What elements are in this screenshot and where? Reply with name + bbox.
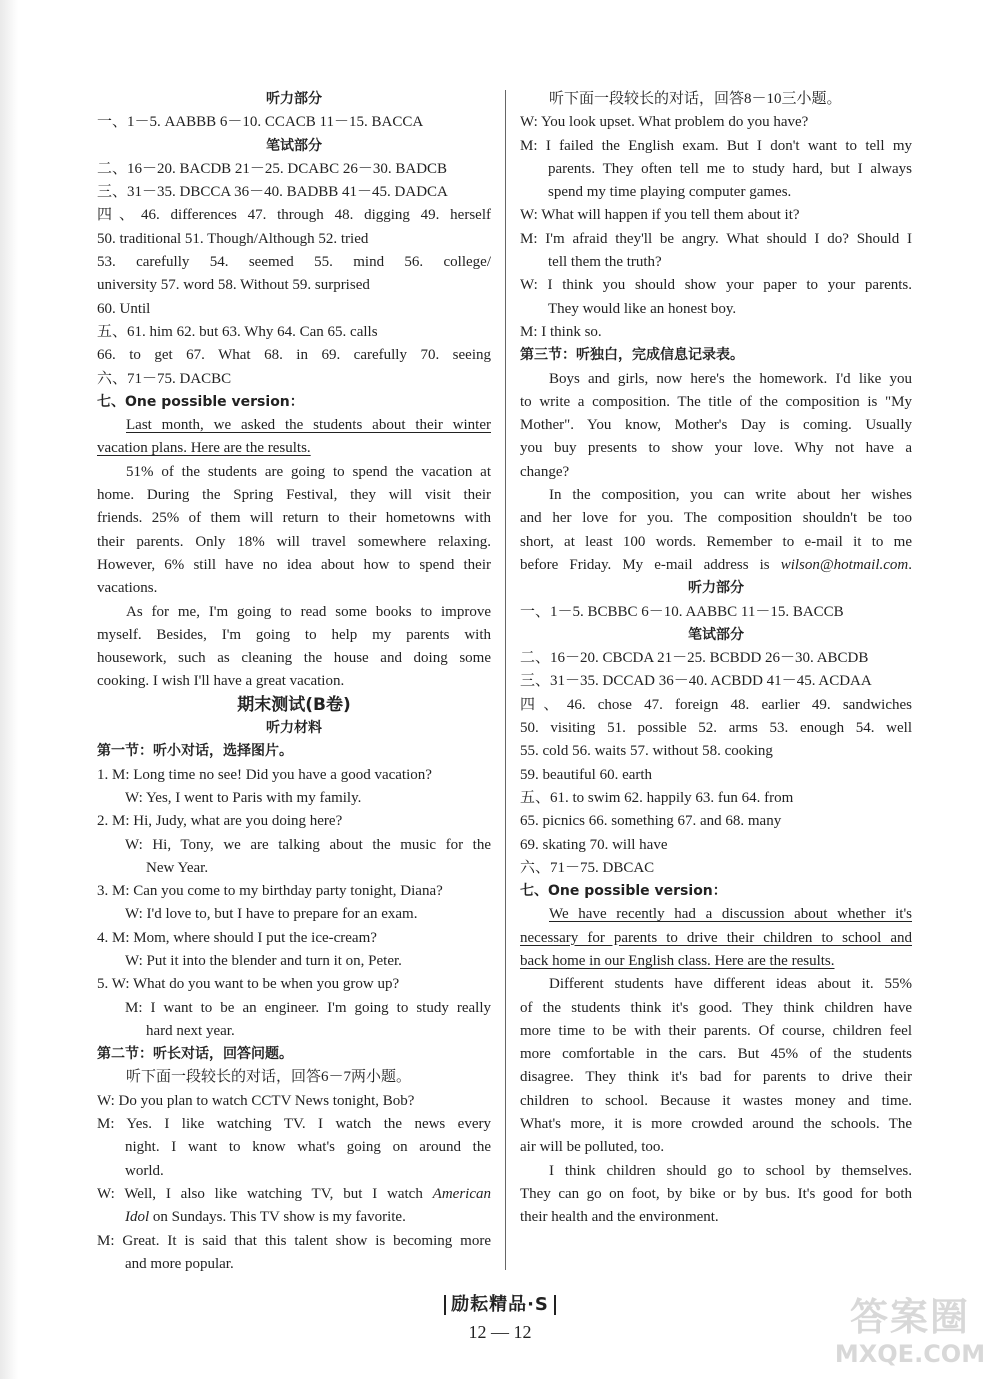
left-column — [97, 88, 491, 1276]
text-line: 66. to get 67. What 68. in 69. carefully 70. seeing — [97, 347, 491, 364]
text-line: 听下面一段较长的对话，回答8－10三小题。 — [549, 91, 842, 107]
text-line: We have recently had a discussion about whether it's — [549, 906, 912, 923]
text-line: W: You look upset. What problem do you have? — [520, 114, 809, 131]
text-line: spend my time playing computer games. — [548, 184, 792, 201]
text-line: 65. picnics 66. something 67. and 68. many — [520, 813, 782, 830]
text-line: As for me, I'm going to read some books to improve — [126, 603, 491, 620]
text-line: and more popular. — [125, 1255, 234, 1272]
brand-text: 励耘精品·S — [451, 1294, 549, 1315]
text-line: 四、46. chose 47. foreign 48. earlier 49. sandwiches — [520, 696, 912, 713]
text-line: vacations. — [97, 580, 158, 597]
text-line: 第二节：听长对话，回答问题。 — [97, 1046, 293, 1063]
text-line: W: Well, I also like watching TV, but I watch American — [97, 1185, 491, 1202]
text-line: cooking. I wish I'll have a great vacation. — [97, 673, 345, 690]
text-line: M: I'm afraid they'll be angry. What should I do? Should I — [520, 230, 912, 247]
text-line: 听力部分 — [688, 580, 744, 597]
text-line: 期末测试(B卷) — [237, 694, 351, 715]
text-line: tell them the truth? — [548, 254, 662, 271]
text-line: myself. Besides, I'm going to help my parents with — [97, 626, 491, 643]
italic-text: wilson@hotmail.com — [780, 556, 909, 573]
watermark-logo — [825, 1295, 995, 1375]
text-line: 50. traditional 51. Though/Although 52. tried — [97, 230, 369, 247]
text-line: 三、31－35. DBCCA 36－40. BADBB 41－45. DADCA — [97, 184, 448, 201]
text-line: friends. 25% of them will return to their hometowns with — [97, 510, 491, 527]
text-line: parents. They often tell me to study hard, but I always — [548, 160, 912, 177]
italic-text: Idol — [125, 1209, 150, 1226]
text-line: their health and the environment. — [520, 1209, 719, 1226]
text-line: W: Put it into the blender and turn it on, Peter. — [125, 952, 402, 969]
text-line: W: Hi, Tony, we are talking about the music for the — [125, 836, 491, 853]
text-line: 七、One possible version： — [520, 883, 727, 900]
text-line: What's more, it is more crowded around the schools. The — [520, 1116, 912, 1133]
text-line: W: What will happen if you tell them about it? — [520, 207, 800, 224]
text-line: 55. cold 56. waits 57. without 58. cooking — [520, 743, 773, 760]
text-line: However, 6% still have no idea about how to spend their — [97, 556, 491, 573]
text-line: 五、61. to swim 62. happily 63. fun 64. from — [520, 789, 794, 806]
italic-text: American — [432, 1185, 491, 1202]
text-line: 5. W: What do you want to be when you grow up? — [97, 976, 400, 993]
text-line: 60. Until — [97, 300, 151, 317]
text-line: you buy presents to show your love. Why not have a — [520, 440, 912, 457]
text-line: 笔试部分 — [688, 626, 744, 643]
text-line: 一、1－5. BCBBC 6－10. AABBC 11－15. BACCB — [520, 603, 844, 620]
text-line: 五、61. him 62. but 63. Why 64. Can 65. calls — [97, 323, 378, 340]
page-number: 12 — 12 — [468, 1322, 532, 1342]
text-line: M: Yes. I like watching TV. I watch the news every — [97, 1116, 491, 1133]
text-line: 50. visiting 51. possible 52. arms 53. enough 54. well — [520, 720, 912, 737]
text-line: I think children should go to school by themselves. — [549, 1162, 912, 1179]
text-line: 听力部分 — [266, 91, 322, 107]
text-line: housework, such as cleaning the house and doing some — [97, 650, 491, 667]
text-line: 笔试部分 — [266, 137, 322, 154]
text-line: 四、46. differences 47. through 48. digging 49. herself — [97, 207, 491, 224]
text-line: Mother". You know, Mother's Day is coming. Usually — [520, 417, 912, 434]
text-line: 51% of the students are going to spend the vacation at — [126, 463, 491, 480]
text-line: 二、16－20. CBCDA 21－25. BCBDD 26－30. ABCDB — [520, 650, 869, 667]
text-line: 3. M: Can you come to my birthday party tonight, Diana? — [97, 883, 443, 900]
text-line: M: I failed the English exam. But I don't want to tell my — [520, 137, 912, 154]
text-line: 听下面一段较长的对话，回答6－7两小题。 — [126, 1069, 412, 1086]
text-line: home. During the Spring Festival, they will visit their — [97, 487, 491, 504]
text-line: W: Do you plan to watch CCTV News tonight, Bob? — [97, 1092, 415, 1109]
text-line: back home in our English class. Here are the results. — [520, 952, 835, 969]
text-line: W: Yes, I went to Paris with my family. — [125, 789, 362, 806]
brand-bar-right — [554, 1295, 556, 1315]
text-line: 第三节：听独白，完成信息记录表。 — [520, 347, 744, 364]
text-line: necessary for parents to drive their children to school and — [520, 929, 912, 946]
text-line: hard next year. — [146, 1022, 235, 1039]
text-line: They can go on foot, by bike or by bus. It's good for both — [520, 1185, 912, 1202]
column-divider — [505, 90, 506, 1270]
text-line: W: I think you should show your paper to your parents. — [520, 277, 912, 294]
text-line: 七、One possible version： — [97, 393, 304, 410]
text-line: university 57. word 58. Without 59. surprised — [97, 277, 370, 294]
text-line: disagree. They think it's bad for parents to drive their — [520, 1069, 912, 1086]
text-line: vacation plans. Here are the results. — [97, 440, 311, 457]
text-line: 69. skating 70. will have — [520, 836, 668, 853]
text-line: 4. M: Mom, where should I put the ice-cream? — [97, 929, 377, 946]
text-line: W: I'd love to, but I have to prepare for an exam. — [125, 906, 418, 923]
text-line: 二、16－20. BACDB 21－25. DCABC 26－30. BADCB — [97, 160, 448, 177]
text-line: Different students have different ideas about it. 55% — [549, 976, 912, 993]
text-line: 第一节：听小对话，选择图片。 — [97, 743, 293, 760]
text-line: 1. M: Long time no see! Did you have a good vacation? — [97, 766, 432, 783]
watermark-line2: MXQE.COM — [834, 1340, 986, 1368]
text-line: more comfortable in the cars. But 45% of the students — [520, 1046, 912, 1063]
text-line: M: Great. It is said that this talent show is becoming more — [97, 1232, 491, 1249]
text-line: air will be polluted, too. — [520, 1139, 665, 1156]
text-line: of the students think it's good. They think children have — [520, 999, 912, 1016]
text-line: night. I want to know what's going on around the — [125, 1139, 491, 1156]
text-line: before Friday. My e-mail address is wilson@hotmail.com. — [520, 556, 912, 573]
text-line: 听力材料 — [266, 720, 322, 737]
text-line: M: I think so. — [520, 323, 602, 340]
text-line: 六、71－75. DACBC — [97, 370, 232, 387]
binding-edge — [0, 0, 18, 1379]
text-line: 六、71－75. DBCAC — [520, 859, 655, 876]
right-column — [520, 88, 912, 1230]
text-line: 59. beautiful 60. earth — [520, 766, 653, 783]
text-line: 53. carefully 54. seemed 55. mind 56. college/ — [97, 254, 491, 271]
watermark-line1: 答案圈 — [849, 1295, 970, 1339]
text-line: Last month, we asked the students about their winter — [126, 417, 491, 434]
text-line: New Year. — [146, 859, 209, 876]
text-line: world. — [125, 1162, 164, 1179]
text-line: M: I want to be an engineer. I'm going to study really — [125, 999, 491, 1016]
text-line: to write a composition. The title of the composition is "My — [520, 393, 912, 410]
text-line: 三、31－35. DCCAD 36－40. ACBDD 41－45. ACDAA — [520, 673, 872, 690]
text-line: their parents. Only 18% will travel somewhere relaxing. — [97, 533, 491, 550]
text-line: 2. M: Hi, Judy, what are you doing here? — [97, 813, 343, 830]
text-line: and her love for you. The composition shouldn't be too — [520, 510, 912, 527]
text-line: children to school. Because it wastes money and time. — [520, 1092, 912, 1109]
brand-bar-left — [444, 1295, 446, 1315]
text-line: They would like an honest boy. — [548, 300, 737, 317]
text-line: change? — [520, 463, 570, 480]
text-line: Idol on Sundays. This TV show is my favorite. — [125, 1209, 406, 1226]
text-line: more time to be with their parents. Of course, children feel — [520, 1022, 912, 1039]
text-line: 一、1－5. AABBB 6－10. CCACB 11－15. BACCA — [97, 114, 424, 131]
text-line: Boys and girls, now here's the homework. I'd like you — [549, 370, 912, 387]
text-line: short, at least 100 words. Remember to e-mail it to me — [520, 533, 912, 550]
text-line: In the composition, you can write about her wishes — [549, 487, 912, 504]
